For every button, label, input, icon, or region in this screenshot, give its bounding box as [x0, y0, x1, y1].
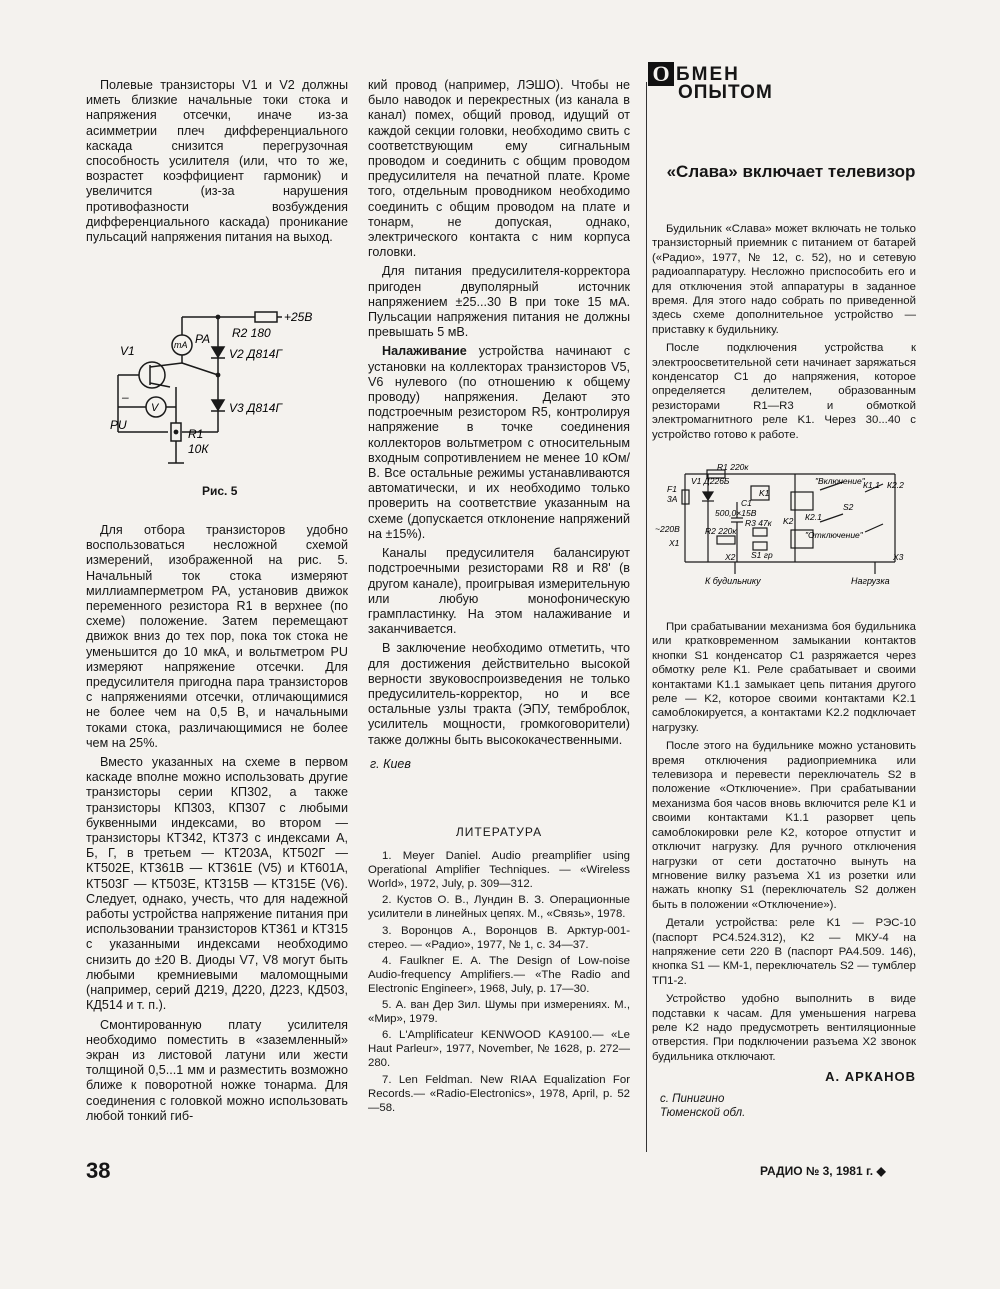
- bold-term: Налаживание: [382, 344, 467, 359]
- label-r2: R2 220к: [705, 526, 737, 536]
- rubric-line-1: БМЕН: [676, 64, 740, 85]
- column-1-bottom: [86, 523, 348, 1128]
- label-s1: S1 гр: [751, 550, 773, 560]
- label-k2: K2: [783, 516, 794, 526]
- figure-5-caption: Рис. 5: [202, 484, 238, 498]
- issue-footer: РАДИО № 3, 1981 г. ◆: [760, 1164, 886, 1178]
- label-k22: К2.2: [887, 480, 904, 490]
- column-3-top: [652, 222, 916, 446]
- paragraph: кий провод (например, ЛЭШО). Чтобы не было наводок и перекрестных (из канала в канал) помех, общий провод, идущий от каждой секции головки, необходимо свить с соответствующим ему сигнальным проводом и соединить с общим проводом предусилителя на печатной плате. Кроме того, отдельным проводником необходимо соединить с общим проводом на плате и тонарм, не допуская, однако, электрического контакта с ним корпуса головки.: [368, 78, 630, 260]
- label-r1: R1: [188, 427, 204, 441]
- paragraph: После этого на будильнике можно установить время отключения радиоприемника или телевизора и перевести переключатель S2 в положение «Отключение». При срабатывании механизма боя часов вновь включится реле K1 и своими контактами K1.1 разорвет цепь самоблокировки реле K2, которое отпустит и отключит нагрузку. Для ручного отключения нагрузки от сети достаточно вынуть на мгновение вилку разъема X1 из розетки или нажать кнопку S1 (переключатель S2 должен быть в положении «Отключение»).: [652, 740, 916, 911]
- label-k1: K1: [759, 488, 770, 498]
- paragraph: После подключения устройства к электроосветительной сети начинает заряжаться конденсатор C1 до напряжения, которое определяется делителем, образованным резисторами R1—R3 и обмоткой электромагнитного реле K1. Через 30...40 с устройство готово к работе.: [652, 342, 916, 441]
- label-r2: R2 180: [232, 326, 271, 340]
- label-ma: mA: [174, 340, 188, 350]
- label-x1: X1: [669, 538, 680, 548]
- column-divider: [646, 82, 647, 1152]
- figure-5-schematic: [110, 295, 350, 475]
- rubric-logo: [648, 62, 798, 102]
- label-k11: К1.1: [863, 480, 880, 490]
- label-r1: R1 220к: [717, 462, 749, 472]
- literature-item: 5. А. ван Дер Зил. Шумы при измерениях. М., «Мир», 1979.: [368, 999, 630, 1026]
- label-v1: V1: [120, 344, 135, 358]
- paragraph: Для питания предусилителя-корректора пригоден двуполярный источник напряжением ±25...30 В при токе 15 мА. Пульсации напряжения питания не должны превышать 5 мВ.: [368, 264, 630, 340]
- paragraph: Устройство удобно выполнить в виде подставки к часам. Для уменьшения нагрева реле K2 надо предусмотреть вентиляционные отверстия. При подключении разъема X2 звонок будильника отключают.: [652, 993, 916, 1063]
- column-1-top: [86, 78, 348, 249]
- place-kiev: г. Киев: [370, 757, 411, 771]
- label-f1: F1: [667, 484, 677, 494]
- label-x3: X3: [893, 552, 904, 562]
- paragraph: Детали устройства: реле K1 — РЭС-10 (паспорт РС4.524.312), K2 — МКУ-4 на напряжение сети 220 В (паспорт РА4.509. 146), кнопка S1 — КМ-1, переключатель S2 — тумблер ТП1-2.: [652, 917, 916, 987]
- paragraph: Для отбора транзисторов удобно воспользоваться несложной схемой измерений, изображенной на рис. 5. Начальный ток стока измеряют миллиамперметром PA, установив движок переменного резистора R1 в верхнее (по схеме) положение. Затем перемещают движок вниз до тех пор, пока ток стока не уменьшится до 10 мкА, и вольтметром PU измеряют напряжение отсечки. Для предусилителя пригодна пара транзисторов с напряжениями отсечки, отличающимися не более чем на 0,5 В, и начальными токами стока, различающимися не более чем на 25%.: [86, 523, 348, 750]
- label-c1-value: 500,0×15В: [715, 508, 757, 518]
- author-place: с. Пинигино Тюменской обл.: [660, 1093, 746, 1119]
- literature-section: [368, 825, 630, 1117]
- literature-item: 4. Faulkner E. A. The Design of Low-noise Audio-frequency Amplifiers.— «The Radio and Electronic Engineer», 1968, July, p. 17—30.: [368, 954, 630, 995]
- literature-item: 1. Meyer Daniel. Audio preamplifier using Operational Amplifier Techniques. — «Wireless World», 1972, July, p. 309—312.: [368, 850, 630, 891]
- label-v1: V1 Д226Б: [691, 476, 730, 486]
- label-v2: V2 Д814Г: [229, 347, 283, 361]
- label-k21: К2.1: [805, 512, 822, 522]
- paragraph: Полевые транзисторы V1 и V2 должны иметь близкие начальные токи стока и напряжения отсечки, иначе из-за асимметрии плеч дифференциального каскада снизится перегрузочная способность усилителя (или, что то же, возрастет коэффициент гармоник) и увеличится (из-за нарушения противофазности возбуждения дифференциального каскада) проникание пульсаций напряжения питания на выход.: [86, 78, 348, 245]
- label-s2: S2: [843, 502, 854, 512]
- label-minus: –: [122, 390, 129, 404]
- paragraph: Вместо указанных на схеме в первом каскаде вполне можно использовать другие транзисторы серии КП302, а также транзисторы КП303, КП307 с любыми буквенными индексами, во втором — транзисторы КТ342, КТ373 с индексами А, Б, Г, в третьем — КТ203А, КТ502Г — КТ502Е, КТ361В — КТ361Е (V5) и КТ601А, КТ503Г — КТ503Е, КТ315В — КТ315Е (V6). Следует, однако, учесть, что для надежной работы устройства напряжение питания при использовании транзисторов КТ361 и КТ315 с указанными индексами необходимо снизить до ±20 В. Диоды V7, V8 могут быть любыми кремниевыми маломощными (например, серий Д219, Д220, Д223, КД503, КД514 и т. п.).: [86, 755, 348, 1013]
- label-v3: V3 Д814Г: [229, 401, 283, 415]
- article-headline: «Слава» включает телевизор: [666, 162, 916, 181]
- author-name: А. АРКАНОВ: [825, 1069, 916, 1084]
- label-220v: ~220В: [655, 524, 680, 534]
- label-load: Нагрузка: [851, 576, 890, 586]
- label-c1: C1: [741, 498, 752, 508]
- label-voltmeter: V: [151, 402, 159, 414]
- literature-item: 3. Воронцов А., Воронцов В. Арктур-001-стерео. — «Радио», 1977, № 1, с. 34—37.: [368, 924, 630, 951]
- column-3-bottom: [652, 620, 916, 1068]
- label-r3: R3 47к: [745, 518, 772, 528]
- label-pa: PA: [195, 332, 211, 346]
- rubric-line-2: ОПЫТОМ: [678, 82, 773, 103]
- paragraph-text: устройства начинают с установки на коллекторах транзисторов V5, V6 нулевого (по отношению к общему проводу) напряжения. Делают это подстроечным резистором R5, контролируя напряжение в точке соединения коллекторов вольтметром с относительным входным сопротивлением не менее 10 кОм/В. Все остальные режимы устанавливаются автоматически, и их необходимо только проверить на соответствие указанным на схеме (допускается отклонение напряжений на ±15%).: [368, 344, 630, 541]
- label-x2: X2: [725, 552, 736, 562]
- paragraph: Будильник «Слава» может включать не только транзисторный приемник с питанием от батарей («Радио», 1977, № 12, с. 52), но и сетевую радиоаппаратуру. Несложно приспособить его и для отключения этой аппаратуры в заданное время. Для этого надо собрать по приведенной здесь схеме дополнительное устройство — приставку к будильнику.: [652, 223, 916, 336]
- label-f1-value: 3А: [667, 494, 678, 504]
- rubric-initial: О: [648, 62, 674, 86]
- relay-schematic: [655, 462, 920, 587]
- page-number: 38: [86, 1158, 111, 1183]
- label-r1-value: 10К: [188, 442, 209, 456]
- column-2: [368, 78, 630, 752]
- literature-item: 2. Кустов О. В., Лундин В. З. Операционные усилители в линейных цепях. М., «Связь», 1978.: [368, 894, 630, 921]
- label-to-clock: К будильнику: [705, 576, 761, 586]
- literature-item: 7. Len Feldman. New RIAA Equalization For Records.— «Radio-Electronics», 1978, April, p. 52—58.: [368, 1073, 630, 1114]
- paragraph: [368, 344, 630, 542]
- label-pu: PU: [110, 418, 127, 432]
- literature-item: 6. L'Amplificateur KENWOOD KA9100.— «Le Haut Parleur», 1977, November, № 1628, p. 272—280.: [368, 1029, 630, 1070]
- literature-heading: ЛИТЕРАТУРА: [455, 825, 543, 839]
- label-on: "Включение": [815, 476, 865, 486]
- paragraph: В заключение необходимо отметить, что для достижения действительно высокой верности звуковоспроизведения не только предусилитель-корректор, но и все остальные узлы тракта (ЭПУ, темброблок, усилитель мощности, громкоговорители) также должны быть высококачественными.: [368, 641, 630, 747]
- paragraph: Каналы предусилителя балансируют подстроечными резисторами R8 и R8' (в другом канале), проигрывая измерительную или любую монофоническую грампластинку. На этом налаживание и заканчивается.: [368, 546, 630, 637]
- paragraph: При срабатывании механизма боя будильника или кратковременном замыкании контактов кнопки S1 конденсатор C1 разряжается через обмотку реле K1. Реле срабатывает и своими контактами K1.1 замыкает цепь питания другого реле — K2, которое своими контактами K2.1 самоблокируется, а контактами K2.2 подключает нагрузку.: [652, 621, 916, 734]
- paragraph: Смонтированную плату усилителя необходимо поместить в «заземленный» экран из листовой латуни или жести толщиной 0,5...1 мм и разместить возможно ближе к поворотной ножке тонарма. Для соединения с головкой можно использовать любой тонкий гиб-: [86, 1017, 348, 1123]
- label-off: "Отключение": [805, 530, 863, 540]
- label-plus: +25В: [284, 310, 313, 324]
